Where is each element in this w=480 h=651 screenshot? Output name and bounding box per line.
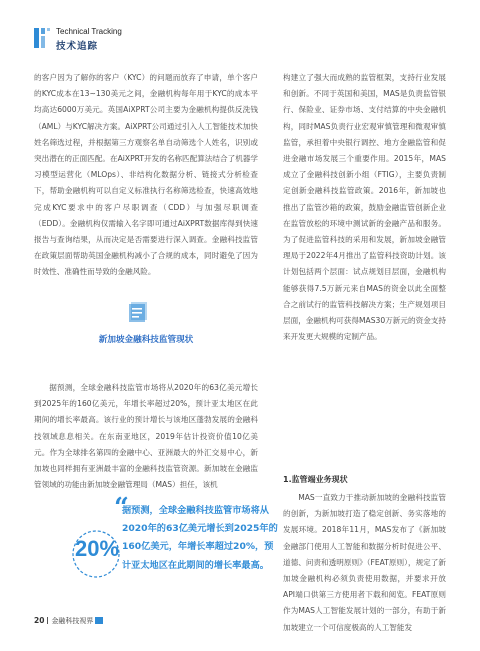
left-column-middle [34,380,258,493]
page-number: 20 [34,616,45,625]
quote-mark-icon: “ [114,493,129,523]
right-column [283,70,446,345]
subheading: 1.监管端业务现状 [283,475,348,484]
divider [47,617,48,624]
brand-english: Technical Tracking [56,27,122,36]
brand-chinese: 技术追踪 [56,41,99,52]
pull-quote [70,493,278,604]
document-icon [126,300,152,322]
section-title: 新加坡金融科技监管现状 [98,335,194,345]
left-column-top [34,70,258,281]
magazine-mark-icon [95,617,103,624]
body-paragraph: MAS一直致力于推动新加坡的金融科技监管的创新，为新加坡打造了稳定创新、务实落地的发展环境。2018年11月，MAS发布了《新加坡金融部门使用人工智能和数据分析时促进公平、道德、问责和透明原则》（FEAT原则），规定了新加坡金融机构必须负责使用数据，并要求开放API端口供第三方使用者下载和阅览。FEAT原则作为MAS人工智能发展计划的一部分，有助于新加坡建立一个可信度极高的人工智能发 [283,493,446,632]
page-footer [34,616,103,626]
body-paragraph: 构建立了强大而成熟的监管框架，支持行业发展和创新。不同于英国和美国，MAS是负责监管银行、保险业、证券市场、支付结算的中央金融机构，同时MAS负责行业宏观审慎管理和微观审慎监管，承担着中央银行调控、地方金融监管和促进金融市场发展三个重要作用。2015年，MAS成立了金融科技创新小组（FTIG），主要负责制定创新金融科技监管政策。2016年，新加坡也推出了监管沙箱的政策，鼓励金融监管创新企业在监管放松的环境中测试新的金融产品和服务。为了促进监管科技的采用和发展，新加坡金融管理局于2022年4月推出了监管科技资助计划。该计划包括两个层面：试点规划目层面，金融机构能够获得7.5万新元来自MAS的资金以此全面整合之前试行的监管科技解决方案；生产规划项目层面，金融机构可获得MAS30万新元的资金支持来开发更大规模的定制产品。 [283,73,446,342]
pull-quote-text: 据预测，全球金融科技监管市场将从2020年的63亿美元增长到2025年的160亿美元，年增长率超过20%，预计亚太地区在此期间的增长率最高。 [122,505,278,571]
pull-quote-number: 20% [75,536,120,561]
magazine-name: 金融科技视界 [51,617,94,625]
right-column-lower [283,490,446,636]
body-paragraph: 据预测，全球金融科技监管市场将从2020年的63亿美元增长到2025年的160亿美元，年增长率超过20%，预计亚太地区在此期间的增长率最高。该行业的预计增长与该地区蓬勃发展的金融科技领域息息相关。在东南亚地区，2019年估计投资价值10亿美元。作为全球排名第四的金融中心、亚洲最大的外汇交易中心，新加坡也同样拥有亚洲最丰富的金融科技监管资源。新加坡在金融监管领域的功能由新加坡金融管理局（MAS）担任，该机 [34,383,258,490]
masthead [34,26,234,54]
logo-bars-icon [34,26,52,50]
body-paragraph: 的客户因为了解你的客户（KYC）的问题而放弃了申请，单个客户的KYC成本在13~130美元之间，金融机构每年用于KYC的成本平均高达6000万美元。英国AiXPRT公司主要为金融机构提供反洗钱（AML）与KYC解决方案。AiXPRT公司通过引入人工智能技术加快姓名筛选过程，并根据第三方观察名单自动筛选个人姓名，识别或突出潜在的正面匹配。在AiXPRT开发的名称匹配算法结合了机器学习模型运营化（MLOps）、非结构化数据分析、链接式分析检查下，帮助金融机构可以自定义标准执行名称筛选检查，快速高效地完成KYC要求中的客户尽职调查（CDD）与加强尽职调查（EDD）。金融机构仅需输入名字即可通过AiXPRT数据库得到快速报告与查询结果，从而决定是否需要进行深入调查。金融科技监管在政策层面帮助英国金融机构减小了合规的成本，同时避免了因为时效性、准确性而导致的金融风险。 [34,73,258,277]
